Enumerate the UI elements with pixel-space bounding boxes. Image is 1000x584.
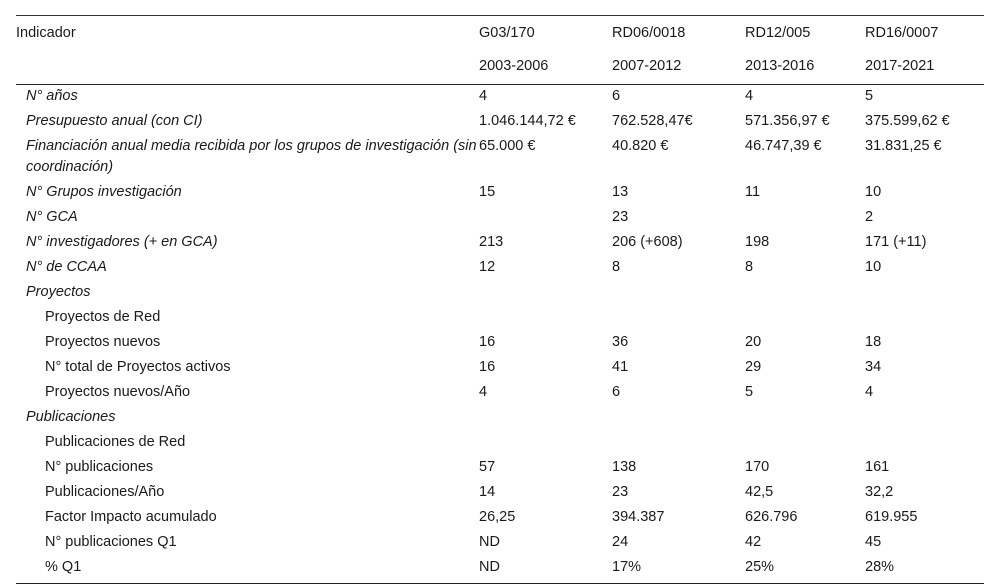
value-cell: 8	[612, 259, 621, 275]
value-cell: 34	[865, 359, 882, 375]
value-cell: 26,25	[479, 509, 516, 525]
value-cell: 626.796	[745, 509, 798, 525]
value-cell: 40.820 €	[612, 138, 669, 154]
value-cell: 23	[612, 484, 629, 500]
value-cell: 23	[612, 209, 629, 225]
value-cell: 394.387	[612, 509, 665, 525]
value-cell: 4	[479, 88, 488, 104]
row-label: N° GCA	[26, 209, 78, 225]
header-empty-cell	[16, 47, 479, 85]
column-years: 2007-2012	[612, 47, 745, 85]
value-cell: 571.356,97 €	[745, 113, 830, 129]
row-label: N° publicaciones	[45, 459, 154, 475]
table-row	[16, 135, 984, 181]
value-cell: 41	[612, 359, 629, 375]
value-cell: 171 (+11)	[865, 234, 927, 250]
value-cell: 12	[479, 259, 496, 275]
value-cell: 31.831,25 €	[865, 138, 942, 154]
value-cell	[865, 306, 984, 331]
row-label: Publicaciones/Año	[45, 484, 165, 500]
row-label: N° publicaciones Q1	[45, 534, 177, 550]
table-row	[16, 556, 984, 584]
table-row	[16, 206, 984, 231]
value-cell: ND	[479, 556, 612, 584]
table-row	[16, 431, 984, 456]
value-cell: 29	[745, 359, 762, 375]
value-cell	[745, 431, 865, 456]
value-cell: 2	[865, 209, 874, 225]
value-cell: 46.747,39 €	[745, 138, 822, 154]
column-years: 2013-2016	[745, 47, 865, 85]
value-cell	[745, 306, 865, 331]
table-row	[16, 181, 984, 206]
column-years: 2017-2021	[865, 47, 984, 85]
value-cell: 57	[479, 459, 496, 475]
value-cell: 619.955	[865, 509, 918, 525]
table-row	[16, 381, 984, 406]
value-cell: 42	[745, 534, 762, 550]
header-row-codes	[16, 16, 984, 48]
indicators-table	[16, 15, 984, 584]
value-cell	[612, 281, 745, 306]
table-row	[16, 456, 984, 481]
row-label: Proyectos nuevos	[45, 334, 161, 350]
table-row	[16, 110, 984, 135]
value-cell: 14	[479, 484, 496, 500]
row-label: N° años	[26, 88, 78, 104]
value-cell: 16	[479, 359, 496, 375]
value-cell	[479, 306, 612, 331]
row-label: Proyectos de Red	[45, 309, 161, 325]
row-label: % Q1	[16, 556, 479, 584]
value-cell: 375.599,62 €	[865, 113, 950, 129]
value-cell	[479, 406, 612, 431]
table-row	[16, 406, 984, 431]
table-row	[16, 256, 984, 281]
table-row	[16, 85, 984, 111]
value-cell: 4	[865, 384, 874, 400]
header-row-years	[16, 47, 984, 85]
value-cell: 10	[865, 184, 882, 200]
value-cell: 5	[745, 384, 754, 400]
column-years: 2003-2006	[479, 47, 612, 85]
row-label: Proyectos	[26, 284, 91, 300]
table-row	[16, 506, 984, 531]
table-body	[16, 85, 984, 584]
value-cell: 4	[745, 88, 754, 104]
column-code: G03/170	[479, 16, 612, 48]
value-cell: 161	[865, 459, 890, 475]
value-cell: 198	[745, 234, 770, 250]
value-cell: 762.528,47€	[612, 113, 693, 129]
value-cell	[865, 431, 984, 456]
row-label: Proyectos nuevos/Año	[45, 384, 191, 400]
value-cell: 6	[612, 88, 621, 104]
value-cell	[479, 431, 612, 456]
column-code: RD12/005	[745, 16, 865, 48]
value-cell: 65.000 €	[479, 138, 536, 154]
value-cell: 206 (+608)	[612, 234, 683, 250]
value-cell: 15	[479, 184, 496, 200]
value-cell: 45	[865, 534, 882, 550]
row-label: Publicaciones	[26, 409, 116, 425]
row-label: Financiación anual media recibida por los grupos de investigación (sin coordinación)	[26, 138, 477, 175]
value-cell	[479, 206, 612, 231]
value-cell: 20	[745, 334, 762, 350]
row-label: N° total de Proyectos activos	[45, 359, 231, 375]
value-cell	[612, 431, 745, 456]
value-cell	[612, 306, 745, 331]
value-cell: 25%	[745, 556, 865, 584]
value-cell	[745, 406, 865, 431]
value-cell: 170	[745, 459, 770, 475]
value-cell: 10	[865, 259, 882, 275]
table-row	[16, 231, 984, 256]
row-label: N° investigadores (+ en GCA)	[26, 234, 218, 250]
value-cell: 5	[865, 88, 874, 104]
row-label: Publicaciones de Red	[45, 434, 186, 450]
indicator-header: Indicador	[16, 16, 479, 48]
value-cell: 8	[745, 259, 754, 275]
column-code: RD16/0007	[865, 16, 984, 48]
value-cell: 28%	[865, 556, 984, 584]
table-row	[16, 531, 984, 556]
row-label: N° Grupos investigación	[26, 184, 182, 200]
table-row	[16, 356, 984, 381]
value-cell: 16	[479, 334, 496, 350]
value-cell	[479, 281, 612, 306]
value-cell: 6	[612, 384, 621, 400]
value-cell: 13	[612, 184, 629, 200]
value-cell: 138	[612, 459, 637, 475]
row-label: N° de CCAA	[26, 259, 107, 275]
value-cell: 32,2	[865, 484, 894, 500]
table-row	[16, 306, 984, 331]
value-cell: 42,5	[745, 484, 774, 500]
value-cell	[865, 406, 984, 431]
value-cell: 1.046.144,72 €	[479, 113, 576, 129]
value-cell: 4	[479, 384, 488, 400]
table-row	[16, 281, 984, 306]
row-label: Factor Impacto acumulado	[45, 509, 217, 525]
value-cell: 24	[612, 534, 629, 550]
value-cell: 11	[745, 184, 761, 200]
table-row	[16, 481, 984, 506]
value-cell: 17%	[612, 556, 745, 584]
table-row	[16, 331, 984, 356]
column-code: RD06/0018	[612, 16, 745, 48]
value-cell: 213	[479, 234, 504, 250]
value-cell: 36	[612, 334, 629, 350]
value-cell	[745, 206, 865, 231]
value-cell: 18	[865, 334, 882, 350]
table-header	[16, 16, 984, 85]
value-cell	[865, 281, 984, 306]
value-cell: ND	[479, 534, 500, 550]
value-cell	[745, 281, 865, 306]
value-cell	[612, 406, 745, 431]
row-label: Presupuesto anual (con CI)	[26, 113, 203, 129]
